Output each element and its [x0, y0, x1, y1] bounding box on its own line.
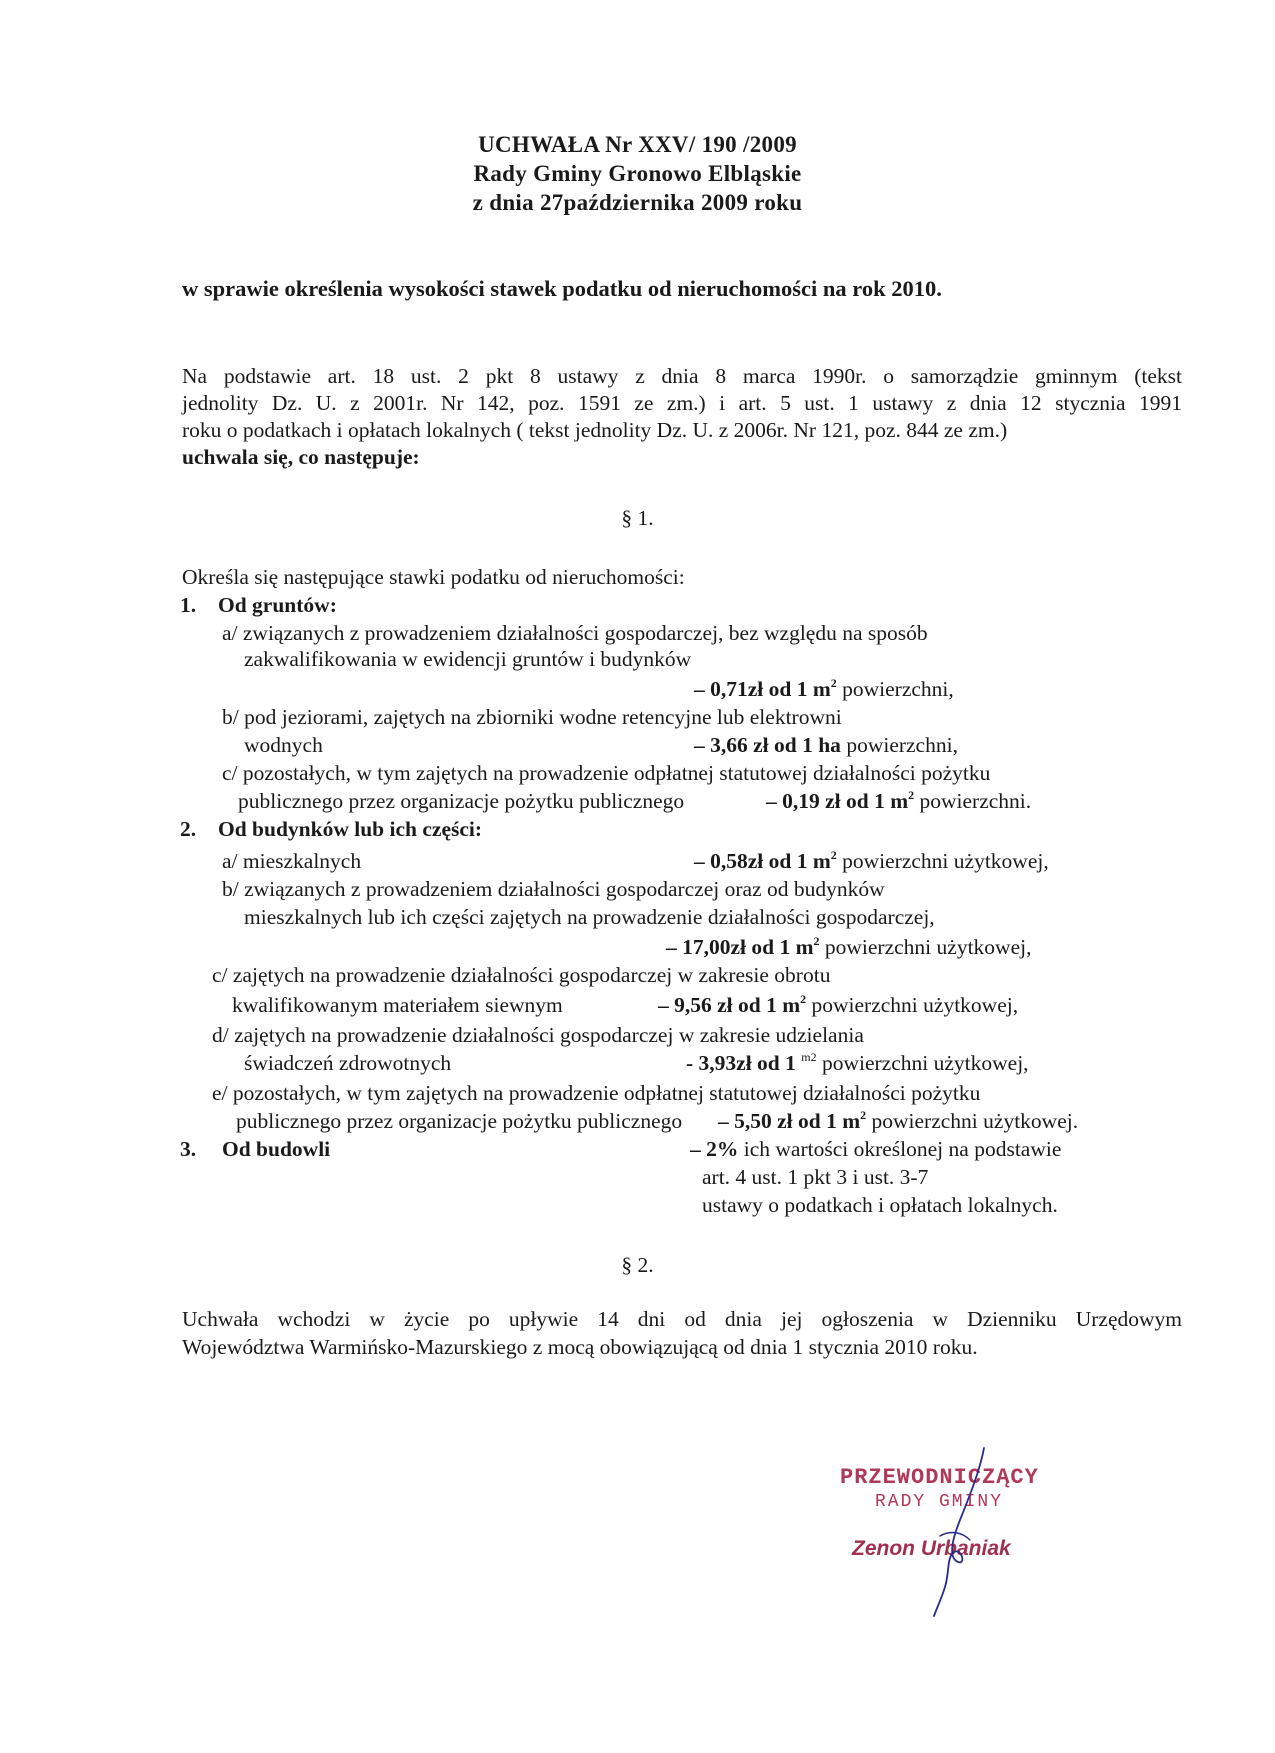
item-2c-line-1: c/ zajętych na prowadzenie działalności gospodarczej w zakresie obrotu — [212, 963, 831, 987]
item-2b-rate: – 17,00zł od 1 m — [666, 935, 814, 959]
item-1-number: 1. — [180, 593, 197, 617]
item-1b-rate: – 3,66 zł od 1 ha — [694, 733, 841, 757]
item-1c-rate: – 0,19 zł od 1 m — [766, 789, 909, 813]
item-2-title: Od budynków lub ich części: — [218, 817, 483, 841]
item-2d-rate-line — [686, 1051, 1029, 1076]
item-2a-rate-line — [694, 849, 1049, 874]
item-3-rate-line — [690, 1137, 1061, 1162]
item-2d-unit-sup: m2 — [801, 1050, 817, 1064]
item-1b-tail: powierzchni, — [840, 733, 958, 757]
council-name: Rady Gminy Gronowo Elbląskie — [473, 161, 802, 186]
item-3-number: 3. — [180, 1137, 197, 1161]
item-2a-unit-sup: 2 — [830, 848, 837, 862]
signature — [900, 1440, 1040, 1620]
item-1b-rate-line — [694, 733, 958, 758]
stamp-title: PRZEWODNICZĄCY — [840, 1465, 1039, 1490]
item-2e-tail: powierzchni użytkowej. — [866, 1109, 1079, 1133]
item-2c-unit-sup: 2 — [800, 992, 807, 1006]
item-2a-line-1: a/ mieszkalnych — [222, 849, 362, 873]
item-1c-tail: powierzchni. — [914, 789, 1032, 813]
item-3-line-2: art. 4 ust. 1 pkt 3 i ust. 3-7 — [702, 1165, 929, 1189]
preamble-line-1: Na podstawie art. 18 ust. 2 pkt 8 ustawy z dnia 8 marca 1990r. o samorządzie gminnym (tekst — [182, 364, 1182, 388]
item-2c-rate-line — [658, 993, 1018, 1018]
item-2a-rate: – 0,58zł od 1 m — [694, 849, 831, 873]
item-1a-rate: – 0,71zł od 1 m — [694, 677, 831, 701]
item-2c-rate: – 9,56 zł od 1 m — [658, 993, 801, 1017]
item-1a-line-1: a/ związanych z prowadzeniem działalności gospodarczej, bez względu na sposób — [222, 621, 928, 645]
item-2e-line-2: publicznego przez organizacje pożytku publicznego — [236, 1109, 683, 1133]
item-2e-unit-sup: 2 — [860, 1108, 867, 1122]
stamp-subtitle: RADY GMINY — [875, 1492, 1004, 1512]
item-2e-line-1: e/ pozostałych, w tym zajętych na prowadzenie odpłatnej statutowej działalności pożytku — [212, 1081, 981, 1105]
preamble-line-2: jednolity Dz. U. z 2001r. Nr 142, poz. 1591 ze zm.) i art. 5 ust. 1 ustawy z dnia 12 stycznia 1991 — [182, 391, 1182, 415]
signature-stroke — [934, 1448, 984, 1616]
item-1a-unit-sup: 2 — [830, 676, 837, 690]
item-3-title: Od budowli — [222, 1137, 331, 1161]
item-1a-rate-line — [694, 677, 954, 702]
item-3-rate: – 2% — [690, 1137, 739, 1161]
item-1c-unit-sup: 2 — [908, 788, 915, 802]
item-2-number: 2. — [180, 817, 197, 841]
item-2b-line-1: b/ związanych z prowadzeniem działalności gospodarczej oraz od budynków — [222, 877, 885, 901]
section-2-line-1: Uchwała wchodzi w życie po upływie 14 dni od dnia jej ogłoszenia w Dzienniku Urzędowym — [182, 1307, 1182, 1331]
item-3-line-1-tail: ich wartości określonej na podstawie — [738, 1137, 1062, 1161]
item-3-line-3: ustawy o podatkach i opłatach lokalnych. — [702, 1193, 1058, 1217]
item-1b-line-1: b/ pod jeziorami, zajętych na zbiorniki wodne retencyjne lub elektrowni — [222, 705, 842, 729]
item-2d-tail: powierzchni użytkowej, — [816, 1051, 1029, 1075]
item-1b-line-2: wodnych — [244, 733, 323, 757]
item-2b-line-2: mieszkalnych lub ich części zajętych na prowadzenie działalności gospodarczej, — [244, 905, 935, 929]
resolution-number: UCHWAŁA Nr XXV/ 190 /2009 — [478, 132, 797, 157]
item-2e-rate-line — [718, 1109, 1078, 1134]
item-1-title: Od gruntów: — [218, 593, 337, 617]
item-2b-rate-line — [666, 935, 1031, 960]
item-1c-line-2: publicznego przez organizacje pożytku publicznego — [238, 789, 685, 813]
item-2a-tail: powierzchni użytkowej, — [836, 849, 1049, 873]
item-2d-line-1: d/ zajętych na prowadzenie działalności gospodarczej w zakresie udzielania — [212, 1023, 864, 1047]
section-1-intro: Określa się następujące stawki podatku od nieruchomości: — [182, 565, 685, 589]
preamble-resolve: uchwala się, co następuje: — [182, 445, 420, 469]
item-2d-rate: - 3,93zł od 1 — [686, 1051, 802, 1075]
item-1a-line-2: zakwalifikowania w ewidencji gruntów i budynków — [244, 647, 692, 671]
resolution-subject: w sprawie określenia wysokości stawek podatku od nieruchomości na rok 2010. — [182, 276, 942, 301]
item-2d-line-2: świadczeń zdrowotnych — [244, 1051, 452, 1075]
stamp-name: Zenon Urbaniak — [852, 1537, 1011, 1560]
preamble-line-3: roku o podatkach i opłatach lokalnych ( tekst jednolity Dz. U. z 2006r. Nr 121, poz. 844 ze zm.) — [182, 418, 1008, 442]
item-1c-rate-line — [766, 789, 1031, 814]
item-2b-unit-sup: 2 — [813, 934, 820, 948]
item-1c-line-1: c/ pozostałych, w tym zajętych na prowadzenie odpłatnej statutowej działalności pożytku — [222, 761, 991, 785]
item-2c-line-2: kwalifikowanym materiałem siewnym — [232, 993, 563, 1017]
item-2b-tail: powierzchni użytkowej, — [819, 935, 1032, 959]
item-2e-rate: – 5,50 zł od 1 m — [718, 1109, 861, 1133]
resolution-date: z dnia 27października 2009 roku — [472, 190, 803, 215]
section-2-line-2: Województwa Warmińsko-Mazurskiego z mocą obowiązującą od dnia 1 stycznia 2010 roku. — [182, 1335, 978, 1359]
item-2c-tail: powierzchni użytkowej, — [806, 993, 1019, 1017]
item-1a-tail: powierzchni, — [836, 677, 954, 701]
section-1-heading: § 1. — [621, 506, 654, 530]
section-2-heading: § 2. — [621, 1253, 654, 1277]
